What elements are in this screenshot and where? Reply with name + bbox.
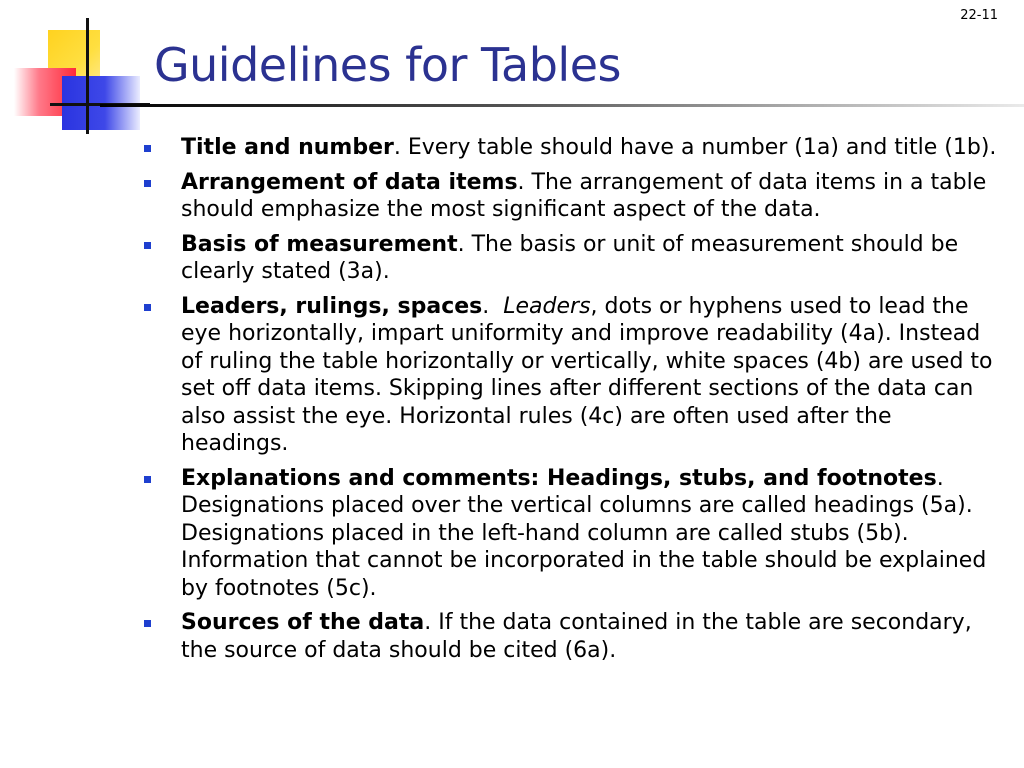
slide-number: 22-11 [960,8,998,23]
bullet-text: . Designations placed over the vertical columns are called headings (5a). Designations placed in the left-hand column are called stubs (5b). Information that cannot be incorporated in the table should be explained by footnotes (5c). [181,465,987,601]
bullet-term: Explanations and comments: Headings, stubs, and footnotes [181,465,937,491]
bullet-item [138,231,998,286]
bullet-square-icon [144,476,151,483]
bullet-item [138,609,998,664]
bullet-term: Title and number [181,135,394,160]
bullet-text-prefix: . [482,293,504,319]
slide-title: Guidelines for Tables [154,38,621,92]
bullet-square-icon [144,145,151,152]
bullet-square-icon [144,242,151,249]
bullet-list [138,134,998,671]
bullet-term: Basis of measurement [181,231,458,257]
bullet-square-icon [144,180,151,187]
bullet-item [138,293,998,458]
bullet-text: , dots or hyphens used to lead the eye horizontally, impart uniformity and improve readability (4a). Instead of ruling the table horizontally or vertically, white spaces (4b) are used to set off data items. Skipping lines after different sections of the data can also assist the eye. Horizontal rules (4c) are often used after the headings. [181,293,993,456]
bullet-item [138,134,998,162]
title-underline [100,104,1024,107]
bullet-text: . The arrangement of data items in a table should emphasize the most significant aspect of the data. [181,169,987,222]
bullet-emphasis: Leaders [503,293,591,319]
slide-logo-graphic [0,0,150,140]
bullet-item [138,169,998,224]
logo-vertical-line [86,18,89,134]
bullet-square-icon [144,304,151,311]
bullet-term: Leaders, rulings, spaces [181,293,483,319]
bullet-text: . Every table should have a number (1a) and title (1b). [393,135,997,160]
bullet-term: Sources of the data [181,610,425,635]
bullet-text: . If the data contained in the table are secondary, the source of data should be cited (6a). [181,610,972,663]
bullet-item [138,465,998,603]
bullet-text: . The basis or unit of measurement should be clearly stated (3a). [181,231,959,284]
bullet-square-icon [144,620,151,627]
bullet-term: Arrangement of data items [181,169,518,195]
